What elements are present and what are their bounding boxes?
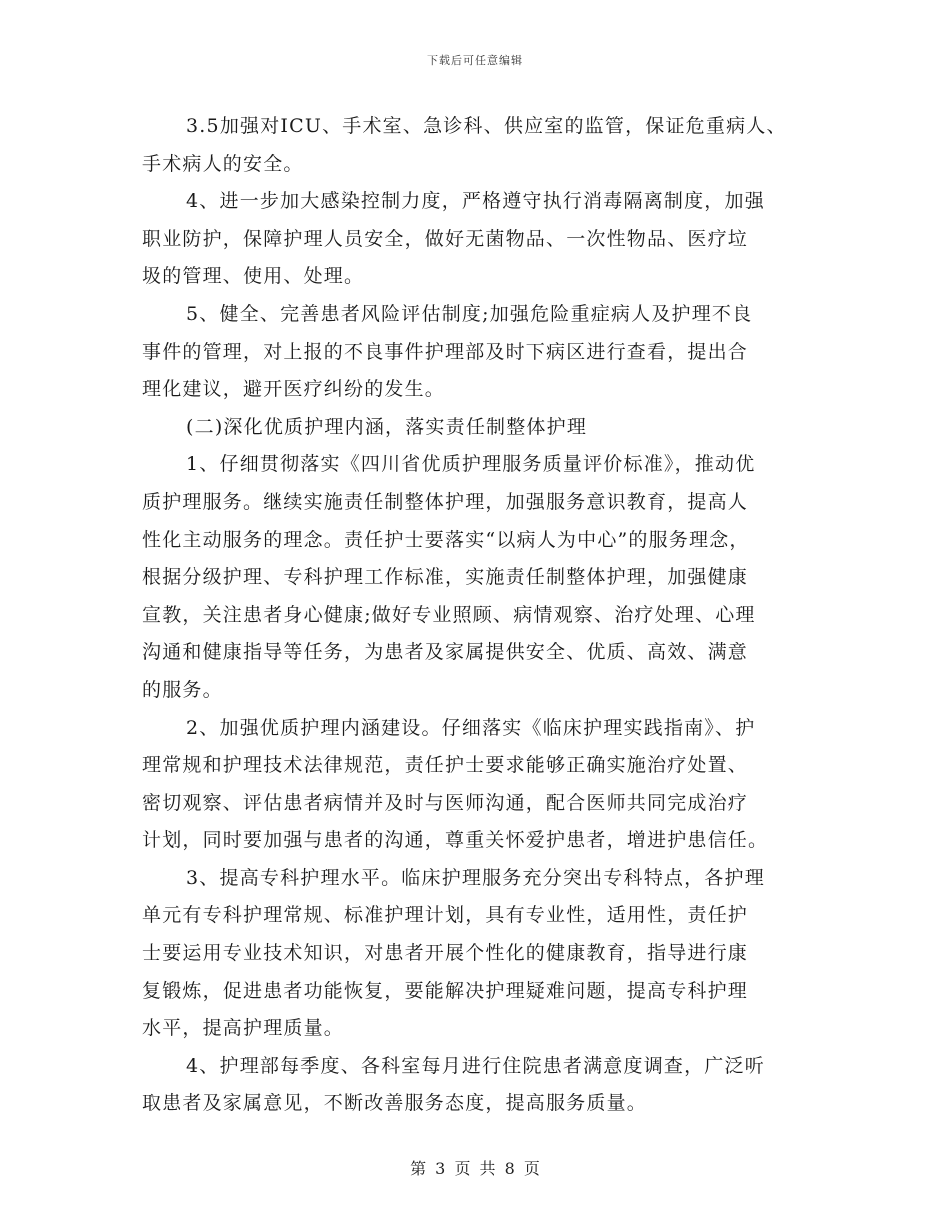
text-line: 3、提高专科护理水平。临床护理服务充分突出专科特点，各护理 (186, 866, 765, 889)
text-line: 理常规和护理技术法律规范，责任护士要求能够正确实施治疗处置、 (142, 754, 749, 777)
text-line: (二)深化优质护理内涵，落实责任制整体护理 (186, 415, 588, 438)
text-line: 3.5加强对ICU、手术室、急诊科、供应室的监管，保证危重病人、 (186, 115, 787, 137)
paragraph (142, 296, 814, 409)
text-line: 4、进一步加大感染控制力度，严格遵守执行消毒隔离制度，加强 (186, 190, 765, 213)
paragraph (142, 710, 814, 860)
text-line: 2、加强优质护理内涵建设。仔细落实《临床护理实践指南》、护 (186, 716, 756, 739)
paragraph (142, 860, 814, 1048)
text-line: 复锻炼，促进患者功能恢复，要能解决护理疑难问题，提高专科护理 (142, 979, 749, 1002)
paragraph (142, 1048, 814, 1123)
text-line: 圾的管理、使用、处理。 (142, 265, 365, 288)
paragraph (142, 108, 814, 183)
text-line: 1、仔细贯彻落实《四川省优质护理服务质量评价标准》，推动优 (186, 453, 756, 476)
text-line: 理化建议，避开医疗纠纷的发生。 (142, 378, 446, 401)
text-line: 质护理服务。继续实施责任制整体护理，加强服务意识教育，提高人 (142, 490, 749, 513)
text-line: 单元有专科护理常规、标准护理计划，具有专业性，适用性，责任护 (142, 904, 749, 927)
text-line: 的服务。 (142, 678, 223, 701)
text-line: 士要运用专业技术知识，对患者开展个性化的健康教育，指导进行康 (142, 942, 749, 965)
text-line: 根据分级护理、专科护理工作标准，实施责任制整体护理，加强健康 (142, 566, 749, 589)
page-header: 下载后可任意编辑 (427, 54, 523, 67)
text-line: 水平，提高护理质量。 (142, 1017, 345, 1040)
text-line: 事件的管理，对上报的不良事件护理部及时下病区进行查看，提出合 (142, 340, 749, 363)
text-line: 5、健全、完善患者风险评估制度;加强危险重症病人及护理不良 (186, 302, 753, 325)
document-body (142, 108, 814, 1123)
text-line: 4、护理部每季度、各科室每月进行住院患者满意度调查，广泛听 (186, 1054, 765, 1077)
text-line: 宣教，关注患者身心健康;做好专业照顾、病情观察、治疗处理、心理 (142, 603, 756, 626)
text-line: 计划，同时要加强与患者的沟通，尊重关怀爱护患者，增进护患信任。 (142, 829, 769, 852)
paragraph (142, 183, 814, 296)
paragraph (142, 446, 814, 709)
text-line: 手术病人的安全。 (142, 152, 304, 175)
text-line: 沟通和健康指导等任务，为患者及家属提供安全、优质、高效、满意 (142, 641, 749, 664)
text-line: 职业防护，保障护理人员安全，做好无菌物品、一次性物品、医疗垃 (142, 227, 749, 250)
text-line: 密切观察、评估患者病情并及时与医师沟通，配合医师共同完成治疗 (142, 791, 749, 814)
text-line: 取患者及家属意见，不断改善服务态度，提高服务质量。 (142, 1092, 648, 1115)
section-heading (142, 409, 814, 447)
page-number: 第 3 页 共 8 页 (410, 1159, 540, 1178)
text-line: 性化主动服务的理念。责任护士要落实“以病人为中心”的服务理念， (142, 528, 750, 551)
